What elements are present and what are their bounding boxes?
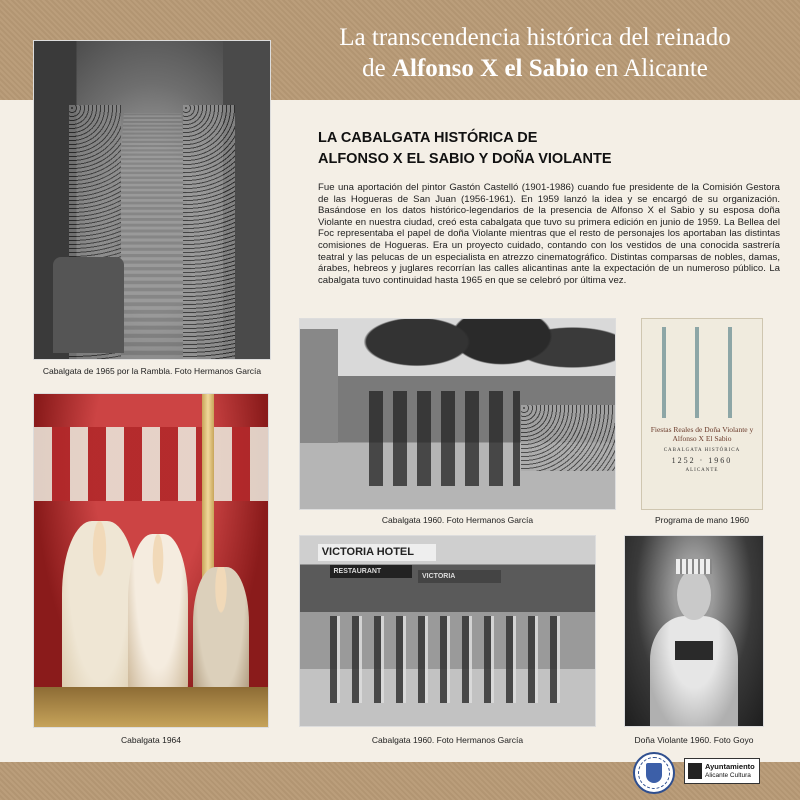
photo-rambla-1965 <box>33 40 271 360</box>
programme-text <box>649 425 755 473</box>
body-text: Fue una aportación del pintor Gastón Castelló (1901-1986) cuando fue presidente de la Comisión Gestora de las Hogueras de San Juan (1956-1961). En 1959 lanzó la idea y se encargó de su organización. Basándose en los datos histórico-legendarios de la presencia de Alfonso X el Sabio y su esposa doña Violante en nuestra ciudad, creó esta cabalgata que tuvo su primera edición en junio de 1959. La Bellea del Foc representaba el papel de doña Violante mientras que el resto de personajes los aportaban las distintas comisiones de Hogueras. Era un proyecto cuidado, contando con los vestidos de una conocida sastrería teatral y las pelucas de un especialista en atrezzo cinematográfico. Distintas comparsas de nobles, damas, árabes, hebreos y juglares recorrían las calles alicantinas ante la expectación de un numeroso público. La cabalgata tuvo continuidad hasta 1965 en que se celebró por última vez. <box>318 182 780 286</box>
programme-figures <box>652 327 753 418</box>
photo-float-base <box>34 687 268 727</box>
section-title-line-1: LA CABALGATA HISTÓRICA DE <box>318 130 538 146</box>
photo-figure-1 <box>62 521 137 704</box>
title-bold: Alfonso X el Sabio <box>391 55 589 82</box>
logo-ayto-line-1: Ayuntamiento <box>705 762 755 771</box>
photo-crowd-right <box>183 105 235 359</box>
restaurant-sign: RESTAURANT <box>330 565 413 578</box>
page-title <box>290 22 780 84</box>
crown-icon <box>676 559 712 574</box>
photo-crowd <box>521 405 616 472</box>
photo-building <box>300 329 338 443</box>
caption-palms-1960: Cabalgata 1960. Foto Hermanos García <box>381 515 534 525</box>
victoria-sign: VICTORIA <box>418 570 501 583</box>
section-title <box>318 128 778 170</box>
photo-cabalgata-1960-hotel <box>299 535 596 727</box>
emblem-icon <box>688 763 702 779</box>
title-line-2 <box>290 53 780 84</box>
programme-city: ALICANTE <box>685 468 719 474</box>
photo-figure-2 <box>128 534 189 701</box>
photo-figure-head <box>677 570 710 619</box>
photo-cabalgata-1960-palms <box>299 318 616 510</box>
programme-years: 1252 · 1960 <box>671 456 733 466</box>
ayuntamiento-logo <box>684 758 760 784</box>
footer-band <box>0 762 800 800</box>
programme-title: Fiestas Reales de Doña Violante y Alfonso X El Sabio <box>650 425 754 444</box>
title-post: en Alicante <box>588 55 708 82</box>
shield-icon <box>646 763 662 783</box>
caption-violante: Doña Violante 1960. Foto Goyo <box>634 735 754 745</box>
photo-procession <box>369 391 520 486</box>
title-line-1: La transcendencia histórica del reinado <box>339 24 731 51</box>
caption-1964: Cabalgata 1964 <box>120 735 182 745</box>
programme-subtitle: CABALGATA HISTÓRICA <box>663 448 741 454</box>
title-pre: de <box>362 55 392 82</box>
caption-rambla: Cabalgata de 1965 por la Rambla. Foto Hermanos García <box>42 366 262 376</box>
photo-marchers <box>330 616 566 703</box>
archive-seal-logo <box>633 752 675 794</box>
photo-figure-body <box>650 616 738 726</box>
photo-programme-1960 <box>641 318 763 510</box>
hotel-sign: VICTORIA HOTEL <box>318 544 436 561</box>
photo-figure-3 <box>193 567 249 707</box>
caption-hotel-1960: Cabalgata 1960. Foto Hermanos García <box>371 735 524 745</box>
photo-dona-violante-1960 <box>624 535 764 727</box>
caption-programme: Programa de mano 1960 <box>654 515 750 525</box>
photo-book <box>675 641 714 660</box>
photo-cabalgata-1964 <box>33 393 269 728</box>
logo-ayto-line-2: Alicante Cultura <box>705 772 751 779</box>
photo-float <box>53 257 124 352</box>
photo-awning <box>34 427 268 500</box>
section-title-line-2: ALFONSO X EL SABIO Y DOÑA VIOLANTE <box>318 151 612 167</box>
